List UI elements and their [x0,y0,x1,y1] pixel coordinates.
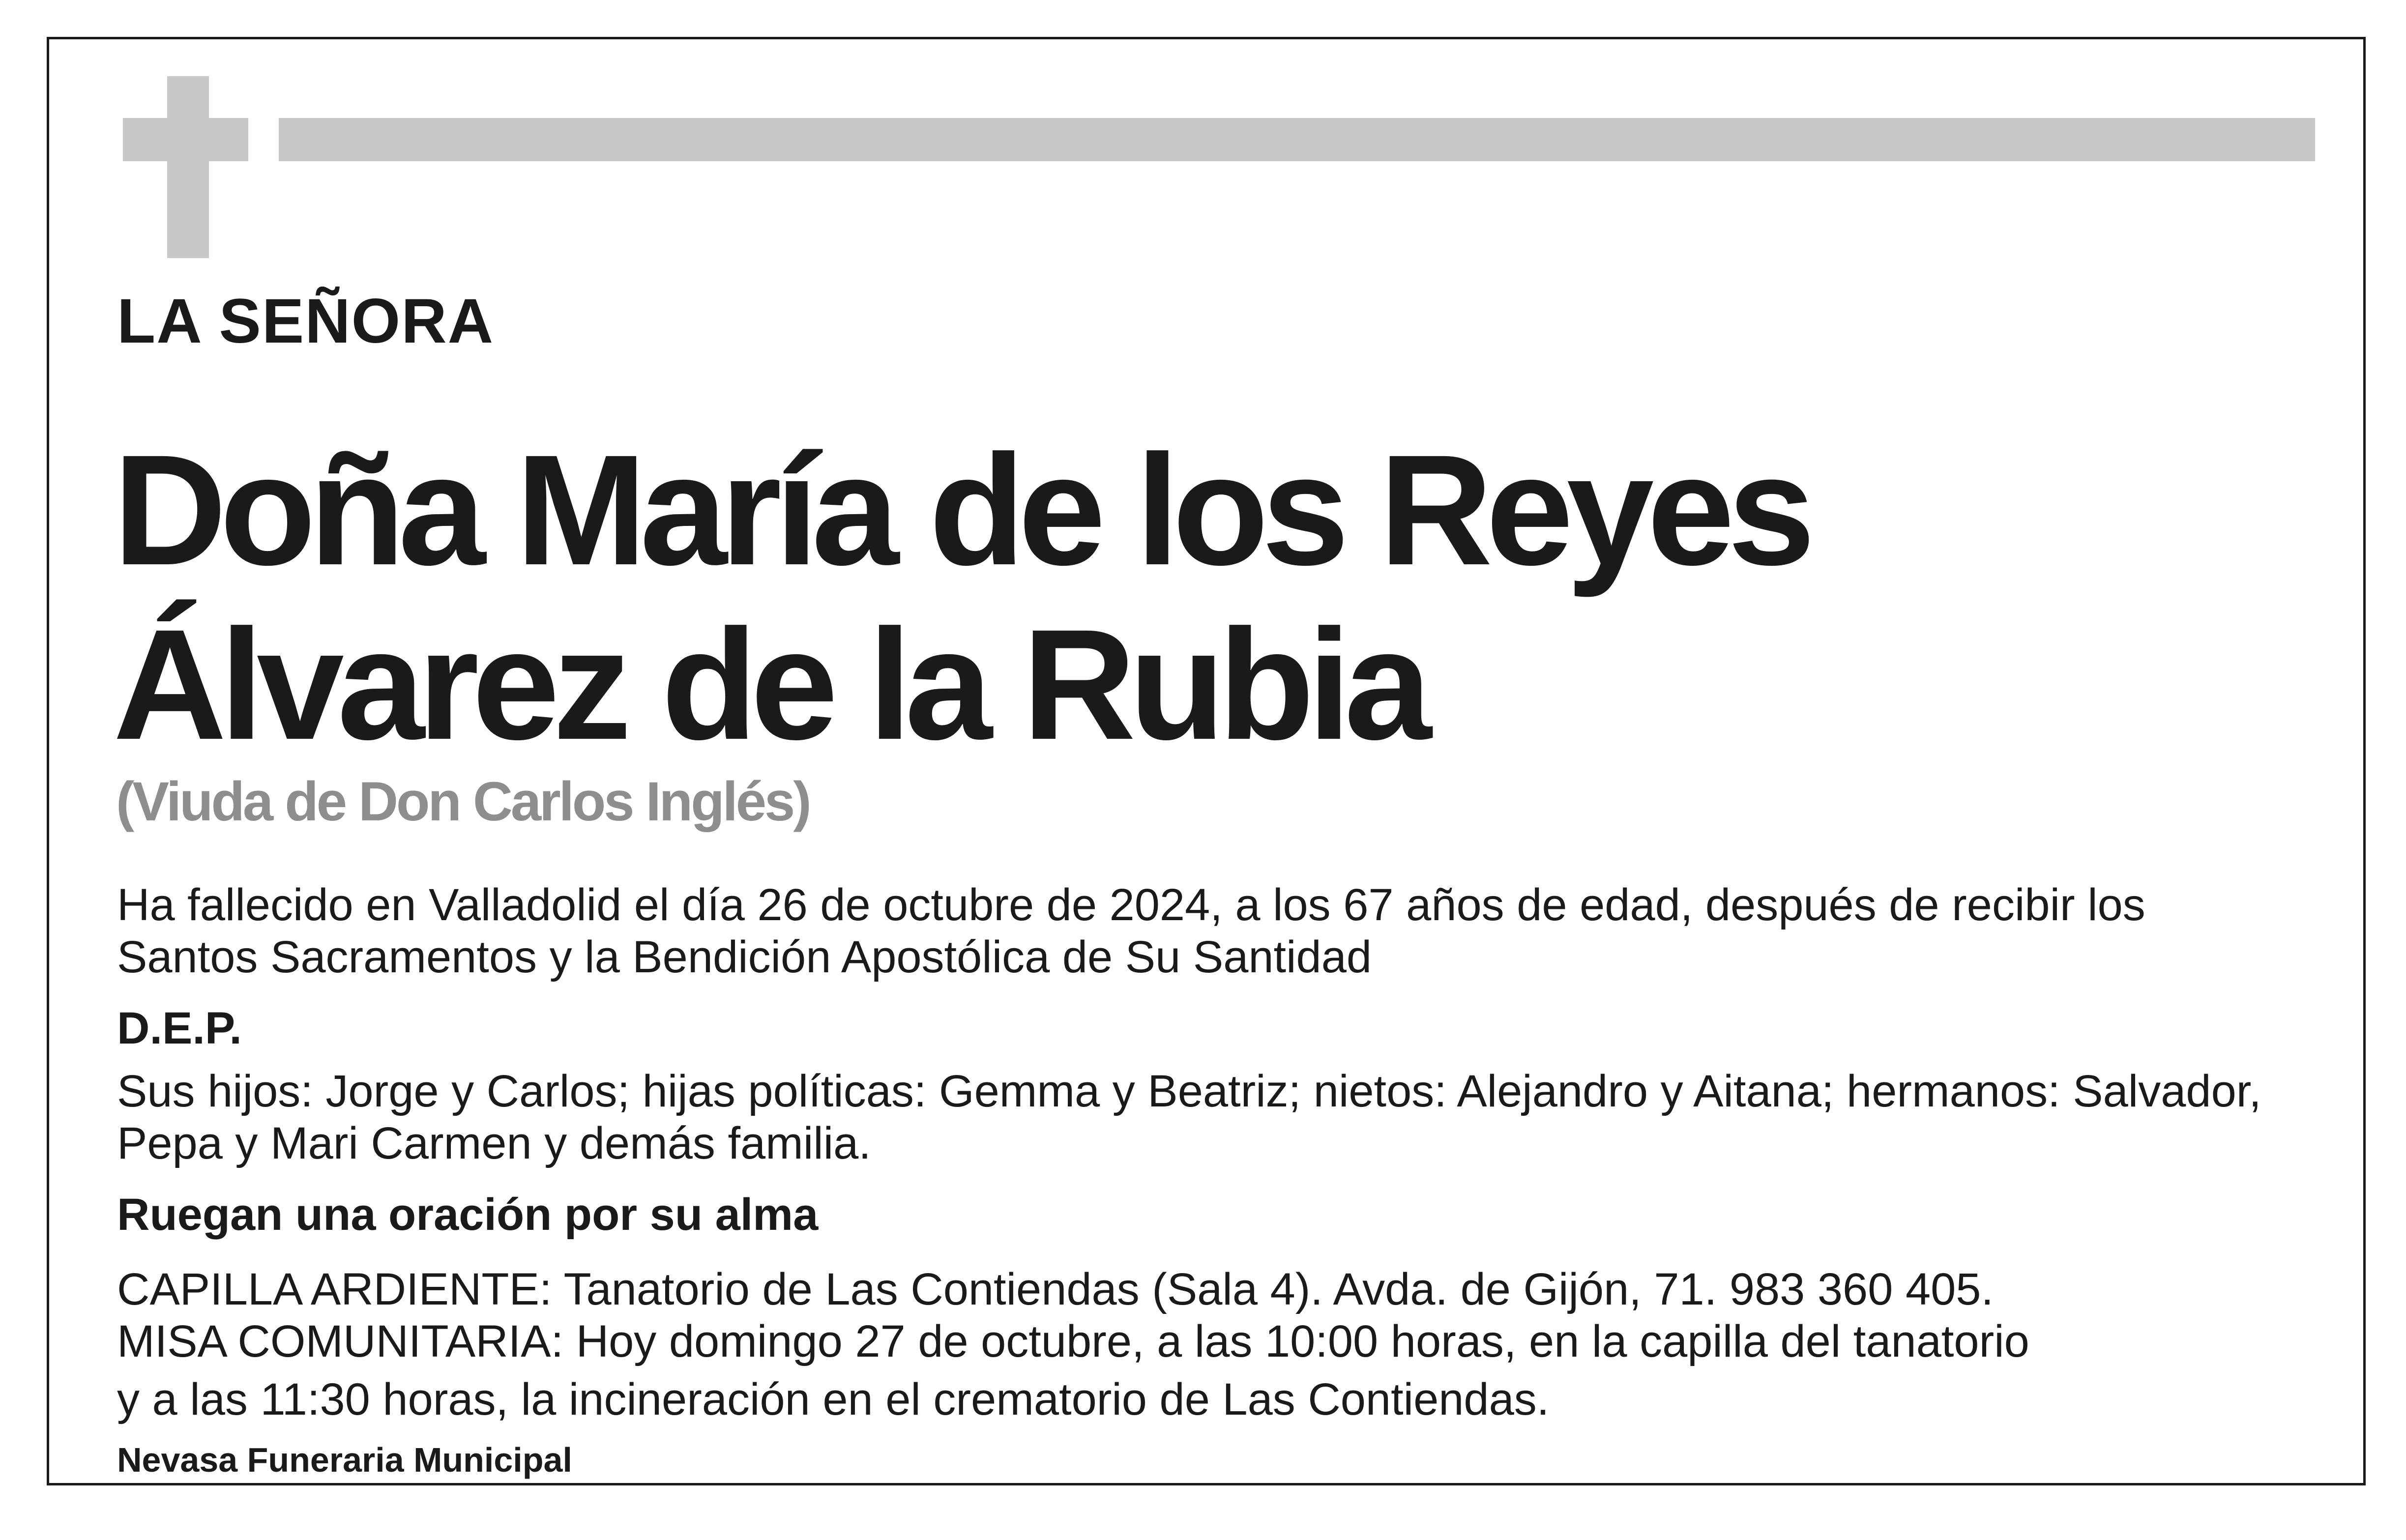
family-line-1: Sus hijos: Jorge y Carlos; hijas políticas: Gemma y Beatriz; nietos: Alejandro y Aitana; hermanos: Salvador, [117,1066,2261,1116]
family-list [117,1065,2261,1169]
cremation-line: y a las 11:30 horas, la incineración en el crematorio de Las Contiendas. [117,1374,1550,1424]
prayer-request: Ruegan una oración por su alma [117,1190,819,1240]
deceased-name-line-1: Doña María de los Reyes [113,422,1809,598]
death-announcement [117,879,2145,983]
funeral-home-name: Nevasa Funeraria Municipal [117,1441,572,1479]
mass-line: MISA COMUNITARIA: Hoy domingo 27 de octubre, a las 10:00 horas, en la capilla del tanatorio [117,1316,2029,1366]
deceased-name [113,423,1808,772]
family-line-2: Pepa y Mari Carmen y demás familia. [117,1118,871,1168]
announcement-line-2: Santos Sacramentos y la Bendición Apostólica de Su Santidad [117,932,1372,982]
widow-of-subtitle: (Viuda de Don Carlos Inglés) [116,771,810,832]
cross-icon [167,76,209,258]
announcement-line-1: Ha fallecido en Valladolid el día 26 de octubre de 2024, a los 67 años de edad, después de recibir los [117,880,2145,930]
service-details [117,1263,2029,1425]
header-rule [279,118,2315,161]
deceased-name-line-2: Álvarez de la Rubia [113,596,1425,772]
cross-icon-arm [123,118,248,161]
rip-label: D.E.P. [117,1003,242,1053]
chapel-line: CAPILLA ARDIENTE: Tanatorio de Las Contiendas (Sala 4). Avda. de Gijón, 71. 983 360 405. [117,1264,1994,1314]
honorific-label: LA SEÑORA [117,286,495,356]
